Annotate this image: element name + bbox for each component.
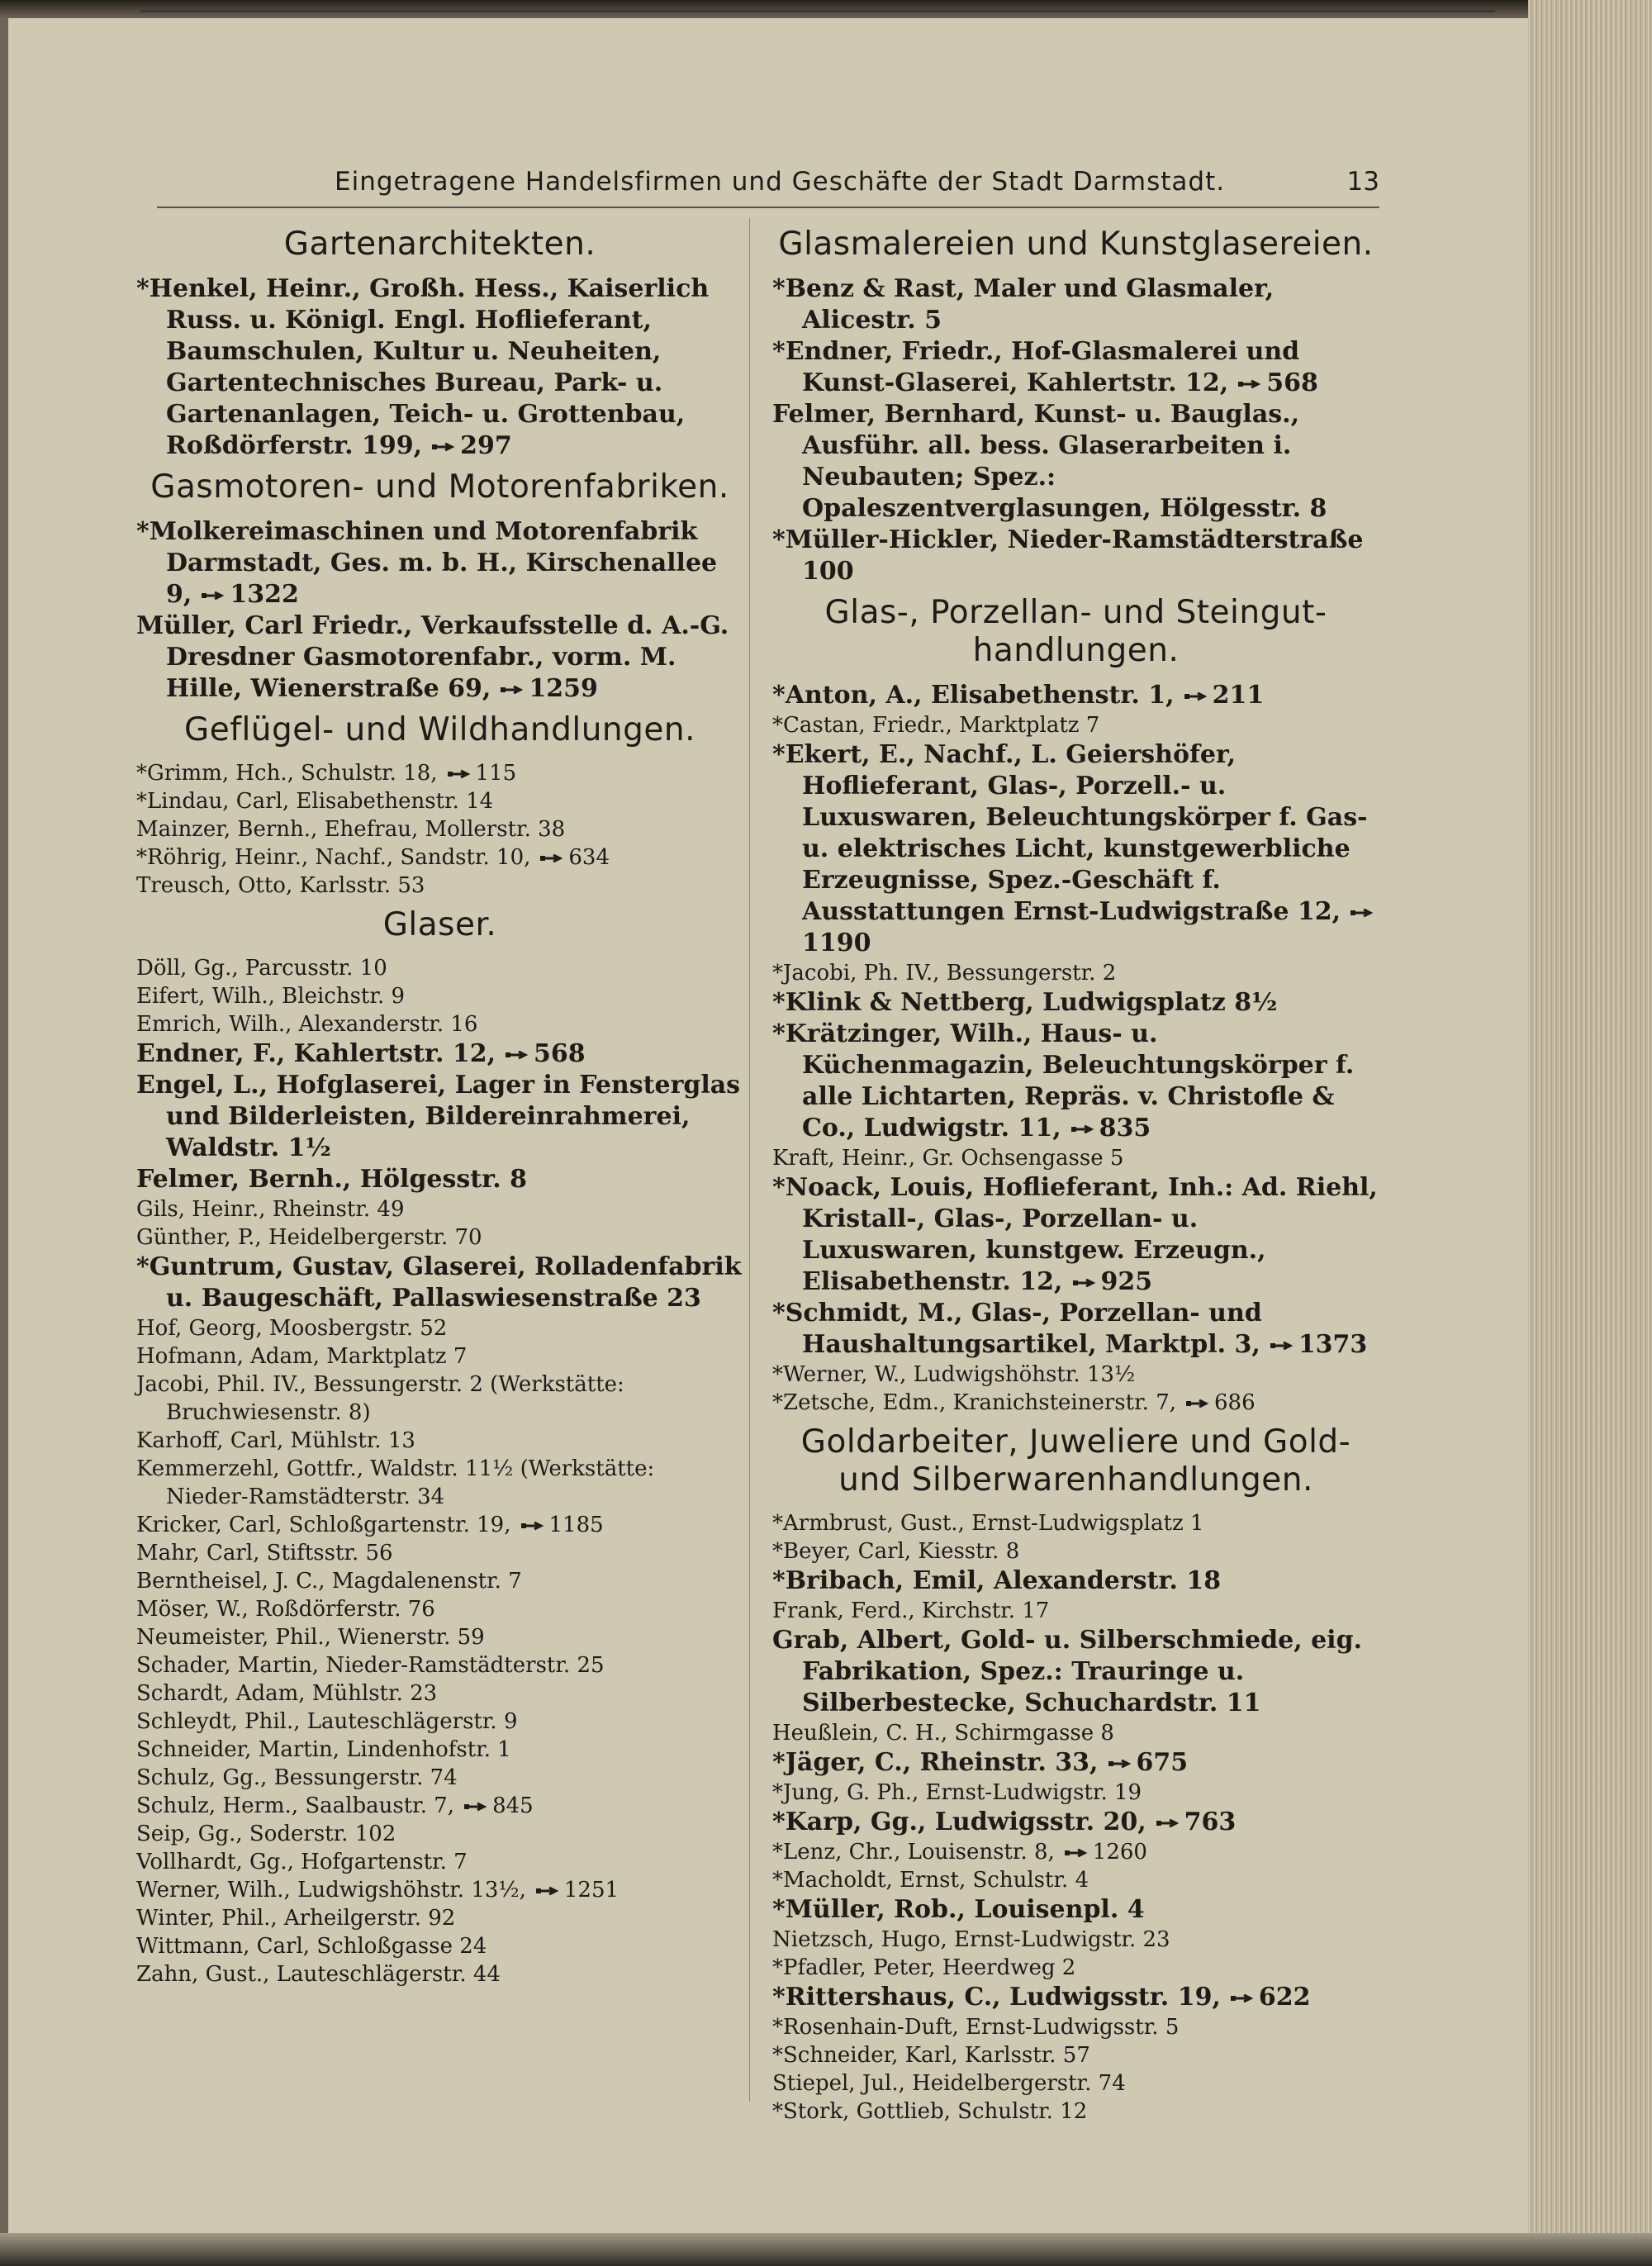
directory-entry — [772, 1537, 1379, 1565]
directory-entry — [772, 1565, 1379, 1597]
telephone-icon — [1063, 1848, 1088, 1858]
entry-text: Günther, P., Heidelbergerstr. 70 — [136, 1225, 482, 1250]
entry-text: Schulz, Herm., Saalbaustr. 7, — [136, 1793, 455, 1818]
column-divider — [749, 218, 750, 2102]
telephone-icon — [539, 853, 563, 863]
telephone-icon — [499, 685, 524, 695]
telephone-number: 634 — [568, 845, 610, 870]
book-block-edge — [1528, 0, 1652, 2266]
entry-text: Döll, Gg., Parcusstr. 10 — [136, 956, 387, 981]
entry-text: *Noack, Louis, Hoflieferant, Inh.: Ad. Riehl, Kristall-, Glas-, Porzellan- u. Luxuswaren, kunstgew. Erzeugn., Elisabethenstr. 12, — [772, 1173, 1378, 1296]
entry-text: *Müller-Hickler, Nieder-Ramstädterstraße 100 — [772, 525, 1364, 586]
entry-text: *Röhrig, Heinr., Nachf., Sandstr. 10, — [136, 845, 531, 870]
entry-text: Treusch, Otto, Karlsstr. 53 — [136, 873, 425, 898]
entry-text: Wittmann, Carl, Schloßgasse 24 — [136, 1934, 487, 1959]
entry-text: *Karp, Gg., Ludwigsstr. 20, — [772, 1808, 1146, 1836]
telephone-icon — [1070, 1124, 1094, 1134]
directory-entry — [136, 1736, 743, 1764]
entry-text: *Rosenhain-Duft, Ernst-Ludwigsstr. 5 — [772, 2015, 1180, 2040]
entry-text: Schneider, Martin, Lindenhofstr. 1 — [136, 1737, 511, 1762]
telephone-number: 1260 — [1092, 1840, 1147, 1865]
directory-entry — [136, 1960, 743, 1988]
directory-entry — [772, 959, 1379, 987]
directory-entry — [136, 815, 743, 843]
telephone-number: 1322 — [230, 580, 299, 609]
entry-text: Hofmann, Adam, Marktplatz 7 — [136, 1344, 468, 1369]
directory-entry — [772, 1982, 1379, 2013]
telephone-number: 211 — [1212, 681, 1265, 710]
entry-text: Grab, Albert, Gold- u. Silberschmiede, eig. Fabrikation, Spez.: Trauringe u. Silberbestecke, Schuchardstr. 11 — [772, 1626, 1362, 1717]
directory-entry — [772, 1747, 1379, 1779]
directory-section — [772, 219, 1379, 587]
entry-text: Schleydt, Phil., Lauteschlägerstr. 9 — [136, 1709, 518, 1734]
top-border-rule — [140, 10, 1495, 12]
telephone-number: 1259 — [529, 674, 598, 703]
entry-text: *Beyer, Carl, Kiesstr. 8 — [772, 1539, 1020, 1564]
page-left-edge — [0, 0, 8, 2266]
telephone-number: 675 — [1136, 1748, 1189, 1777]
directory-section — [772, 1417, 1379, 2126]
entry-text: Mainzer, Bernh., Ehefrau, Mollerstr. 38 — [136, 817, 566, 842]
entry-text: Seip, Gg., Soderstr. 102 — [136, 1822, 396, 1846]
header-rule — [157, 207, 1379, 208]
entry-text: *Jäger, C., Rheinstr. 33, — [772, 1748, 1099, 1777]
entry-text: *Ekert, E., Nachf., L. Geiershöfer, Hoflieferant, Glas-, Porzell.- u. Luxuswaren, Beleuchtungskörper f. Gas- u. elektrisches Licht, kunstgewerbliche Erzeugnisse, Spez.-Geschäft f. Ausstattungen Ernst-Ludwigstraße 12, — [772, 740, 1368, 926]
directory-entry — [772, 2041, 1379, 2069]
entry-text: Vollhardt, Gg., Hofgartenstr. 7 — [136, 1850, 468, 1874]
directory-entry — [772, 1389, 1379, 1417]
entry-text: *Benz & Rast, Maler und Glasmaler, Alicestr. 5 — [772, 274, 1275, 335]
entry-text: Neumeister, Phil., Wienerstr. 59 — [136, 1625, 485, 1650]
entry-text: *Lenz, Chr., Louisenstr. 8, — [772, 1840, 1055, 1865]
directory-entry — [136, 1539, 743, 1567]
telephone-icon — [1229, 1993, 1254, 2003]
directory-entry — [772, 739, 1379, 959]
directory-entry — [772, 2097, 1379, 2126]
directory-entry — [136, 1252, 743, 1314]
telephone-icon — [504, 1050, 529, 1060]
telephone-icon — [463, 1802, 487, 1812]
directory-entry — [136, 1314, 743, 1342]
entry-text: *Zetsche, Edm., Kranichsteinerstr. 7, — [772, 1390, 1177, 1415]
entry-text: *Guntrum, Gustav, Glaserei, Rolladenfabrik u. Baugeschäft, Pallaswiesenstraße 23 — [136, 1252, 742, 1313]
entry-text: Endner, F., Kahlertstr. 12, — [136, 1039, 496, 1068]
directory-entry — [136, 1848, 743, 1876]
directory-entry — [772, 1625, 1379, 1719]
entry-text: Gils, Heinr., Rheinstr. 49 — [136, 1197, 405, 1222]
entry-text: *Klink & Nettberg, Ludwigsplatz 8½ — [772, 988, 1278, 1017]
entry-text: Mahr, Carl, Stiftsstr. 56 — [136, 1541, 393, 1565]
telephone-icon — [1237, 379, 1261, 389]
directory-entry — [772, 1779, 1379, 1807]
entry-text: *Jacobi, Ph. IV., Bessungerstr. 2 — [772, 961, 1117, 986]
directory-entry — [136, 1651, 743, 1679]
telephone-icon — [1071, 1278, 1096, 1288]
directory-entry — [772, 1298, 1379, 1361]
telephone-number: 686 — [1214, 1390, 1256, 1415]
entry-text: *Pfadler, Peter, Heerdweg 2 — [772, 1955, 1076, 1980]
entry-text: *Macholdt, Ernst, Schulstr. 4 — [772, 1868, 1089, 1893]
telephone-number: 1190 — [802, 929, 871, 957]
directory-entry — [772, 1807, 1379, 1838]
directory-entry — [772, 1926, 1379, 1954]
telephone-number: 1251 — [563, 1878, 620, 1903]
directory-entry — [136, 1455, 743, 1511]
directory-entry — [136, 1371, 743, 1427]
entry-text: Zahn, Gust., Lauteschlägerstr. 44 — [136, 1962, 501, 1987]
directory-entry — [136, 1792, 743, 1820]
directory-entry — [772, 711, 1379, 739]
telephone-icon — [200, 591, 225, 601]
entry-text: *Lindau, Carl, Elisabethenstr. 14 — [136, 789, 494, 814]
directory-entry — [772, 1954, 1379, 1982]
section-title: Gartenarchitekten. — [283, 226, 596, 263]
directory-section — [136, 462, 743, 705]
directory-entry — [136, 954, 743, 982]
entry-text: Winter, Phil., Arheilgerstr. 92 — [136, 1906, 456, 1931]
entry-text: *Grimm, Hch., Schulstr. 18, — [136, 761, 438, 786]
telephone-number: 835 — [1099, 1114, 1151, 1143]
directory-entry — [136, 1010, 743, 1038]
directory-entry — [772, 1019, 1379, 1144]
telephone-number: 622 — [1258, 1983, 1311, 2012]
entry-text: Werner, Wilh., Ludwigshöhstr. 13½, — [136, 1878, 526, 1903]
entry-text: Schulz, Gg., Bessungerstr. 74 — [136, 1765, 458, 1790]
directory-entry — [772, 399, 1379, 525]
directory-entry — [772, 1894, 1379, 1926]
section-title: Glas-, Porzellan- und Steingut-handlungen. — [824, 594, 1327, 669]
entry-text: Felmer, Bernh., Hölgesstr. 8 — [136, 1165, 527, 1194]
entry-text: *Stork, Gottlieb, Schulstr. 12 — [772, 2099, 1088, 2124]
entry-text: *Henkel, Heinr., Großh. Hess., Kaiserlich Russ. u. Königl. Engl. Hoflieferant, Baumschulen, Kultur u. Neuheiten, Gartentechnisches Bureau, Park- u. Gartenanlagen, Teich- u. Grottenbau, Roßdörferstr. 199, — [136, 274, 710, 460]
telephone-number: 115 — [475, 761, 517, 786]
page-number: 13 — [1346, 167, 1379, 197]
entry-text: Eifert, Wilh., Bleichstr. 9 — [136, 984, 406, 1009]
entry-text: *Schmidt, M., Glas-, Porzellan- und Haushaltungsartikel, Marktpl. 3, — [772, 1299, 1262, 1359]
directory-entry — [136, 516, 743, 610]
entry-text: Engel, L., Hofglaserei, Lager in Fensterglas und Bilderleisten, Bildereinrahmerei, Waldstr. 1½ — [136, 1071, 741, 1162]
telephone-icon — [430, 442, 455, 452]
directory-entry — [136, 1708, 743, 1736]
entry-text: Felmer, Bernhard, Kunst- u. Bauglas., Ausführ. all. bess. Glaserarbeiten i. Neubauten; Spez.: Opaleszentverglasungen, Hölgesstr. 8 — [772, 400, 1327, 523]
directory-entry — [136, 843, 743, 872]
directory-entry — [772, 1361, 1379, 1389]
directory-entry — [136, 273, 743, 462]
directory-entry — [772, 1144, 1379, 1172]
directory-entry — [772, 2069, 1379, 2097]
directory-entry — [136, 982, 743, 1010]
directory-entry — [772, 336, 1379, 399]
directory-entry — [136, 1904, 743, 1932]
entry-text: *Werner, W., Ludwigshöhstr. 13½ — [772, 1362, 1136, 1387]
directory-entry — [136, 1567, 743, 1595]
entry-text: Kemmerzehl, Gottfr., Waldstr. 11½ (Werkstätte: Nieder-Ramstädterstr. 34 — [136, 1456, 655, 1509]
directory-entry — [136, 1038, 743, 1070]
entry-text: Berntheisel, J. C., Magdalenenstr. 7 — [136, 1569, 522, 1594]
entry-text: *Castan, Friedr., Marktplatz 7 — [772, 713, 1100, 738]
telephone-number: 925 — [1100, 1267, 1153, 1296]
entry-text: Emrich, Wilh., Alexanderstr. 16 — [136, 1012, 478, 1037]
directory-entry — [136, 1932, 743, 1960]
directory-entry — [772, 1172, 1379, 1298]
telephone-icon — [1184, 1399, 1209, 1409]
running-title: Eingetragene Handelsfirmen und Geschäfte der Stadt Darmstadt. — [335, 167, 1226, 197]
entry-text: Schader, Martin, Nieder-Ramstädterstr. 25 — [136, 1653, 605, 1678]
entry-text: *Jung, G. Ph., Ernst-Ludwigstr. 19 — [772, 1780, 1142, 1805]
right-column — [772, 219, 1379, 2126]
entry-text: Möser, W., Roßdörferstr. 76 — [136, 1597, 435, 1622]
directory-entry — [136, 1223, 743, 1252]
entry-text: Jacobi, Phil. IV., Bessungerstr. 2 (Werkstätte: Bruchwiesenstr. 8) — [136, 1372, 624, 1425]
entry-text: Nietzsch, Hugo, Ernst-Ludwigstr. 23 — [772, 1927, 1170, 1952]
entry-text: Kraft, Heinr., Gr. Ochsengasse 5 — [772, 1146, 1124, 1171]
telephone-icon — [1107, 1759, 1132, 1769]
directory-entry — [136, 1070, 743, 1164]
directory-entry — [772, 987, 1379, 1019]
telephone-icon — [1183, 691, 1208, 701]
directory-entry — [136, 1623, 743, 1651]
page-bottom-edge — [0, 2233, 1652, 2266]
directory-entry — [772, 1597, 1379, 1625]
telephone-icon — [1269, 1341, 1294, 1351]
section-title: Glaser. — [382, 906, 497, 943]
telephone-number: 1185 — [548, 1513, 604, 1537]
entry-text: Müller, Carl Friedr., Verkaufsstelle d. A.-G. Dresdner Gasmotorenfabr., vorm. M. Hille, Wienerstraße 69, — [136, 611, 729, 703]
telephone-icon — [520, 1521, 544, 1531]
entry-text: *Molkereimaschinen und Motorenfabrik Darmstadt, Ges. m. b. H., Kirschenallee 9, — [136, 517, 718, 609]
directory-entry — [772, 680, 1379, 711]
telephone-number: 845 — [492, 1793, 534, 1818]
section-title: Goldarbeiter, Juweliere und Gold- und Silberwarenhandlungen. — [800, 1423, 1351, 1499]
entry-text: *Rittershaus, C., Ludwigsstr. 19, — [772, 1983, 1221, 2012]
directory-entry — [136, 1595, 743, 1623]
directory-entry — [136, 1679, 743, 1708]
entry-text: *Anton, A., Elisabethenstr. 1, — [772, 681, 1175, 710]
directory-section — [136, 900, 743, 1988]
section-title: Glasmalereien und Kunstglasereien. — [778, 226, 1374, 263]
telephone-icon — [1349, 908, 1374, 918]
telephone-number: 568 — [1266, 368, 1318, 397]
entry-text: Karhoff, Carl, Mühlstr. 13 — [136, 1428, 415, 1453]
telephone-icon — [534, 1886, 559, 1896]
entry-text: Stiepel, Jul., Heidelbergerstr. 74 — [772, 2071, 1126, 2096]
page-top-edge — [0, 0, 1652, 18]
directory-section — [136, 219, 743, 462]
entry-text: Frank, Ferd., Kirchstr. 17 — [772, 1599, 1050, 1623]
directory-entry — [136, 610, 743, 705]
section-title: Geflügel- und Wildhandlungen. — [184, 711, 695, 748]
entry-text: Kricker, Carl, Schloßgartenstr. 19, — [136, 1513, 511, 1537]
directory-entry — [136, 1342, 743, 1371]
telephone-icon — [446, 769, 471, 779]
directory-entry — [772, 1719, 1379, 1747]
entry-text: *Bribach, Emil, Alexanderstr. 18 — [772, 1566, 1222, 1595]
entry-text: *Schneider, Karl, Karlsstr. 57 — [772, 2043, 1090, 2068]
telephone-number: 1373 — [1298, 1330, 1368, 1359]
telephone-number: 297 — [460, 431, 512, 460]
directory-entry — [772, 2013, 1379, 2041]
page-header — [157, 162, 1379, 208]
directory-entry — [136, 759, 743, 787]
directory-entry — [136, 1876, 743, 1904]
directory-entry — [136, 1511, 743, 1539]
directory-entry — [136, 1820, 743, 1848]
directory-entry — [136, 787, 743, 815]
directory-entry — [136, 1764, 743, 1792]
directory-entry — [772, 1838, 1379, 1866]
directory-entry — [772, 525, 1379, 587]
entry-text: Hof, Georg, Moosbergstr. 52 — [136, 1316, 448, 1341]
directory-entry — [772, 1866, 1379, 1894]
entry-text: *Müller, Rob., Louisenpl. 4 — [772, 1895, 1145, 1924]
directory-entry — [136, 1427, 743, 1455]
directory-section — [772, 587, 1379, 1417]
telephone-number: 763 — [1184, 1808, 1237, 1836]
directory-entry — [772, 1509, 1379, 1537]
section-title: Gasmotoren- und Motorenfabriken. — [150, 468, 729, 506]
directory-entry — [772, 273, 1379, 336]
telephone-icon — [1155, 1818, 1180, 1828]
entry-text: Schardt, Adam, Mühlstr. 23 — [136, 1681, 438, 1706]
directory-entry — [136, 1195, 743, 1223]
directory-section — [136, 705, 743, 900]
directory-entry — [136, 1164, 743, 1195]
entry-text: Heußlein, C. H., Schirmgasse 8 — [772, 1721, 1114, 1746]
left-column — [136, 219, 743, 1988]
directory-entry — [136, 872, 743, 900]
entry-text: *Armbrust, Gust., Ernst-Ludwigsplatz 1 — [772, 1511, 1204, 1536]
telephone-number: 568 — [534, 1039, 586, 1068]
entry-text: *Krätzinger, Wilh., Haus- u. Küchenmagazin, Beleuchtungskörper f. alle Lichtarten, Repräs. v. Christofle & Co., Ludwigstr. 11, — [772, 1019, 1355, 1143]
entry-text: *Endner, Friedr., Hof-Glasmalerei und Kunst-Glaserei, Kahlertstr. 12, — [772, 337, 1300, 397]
